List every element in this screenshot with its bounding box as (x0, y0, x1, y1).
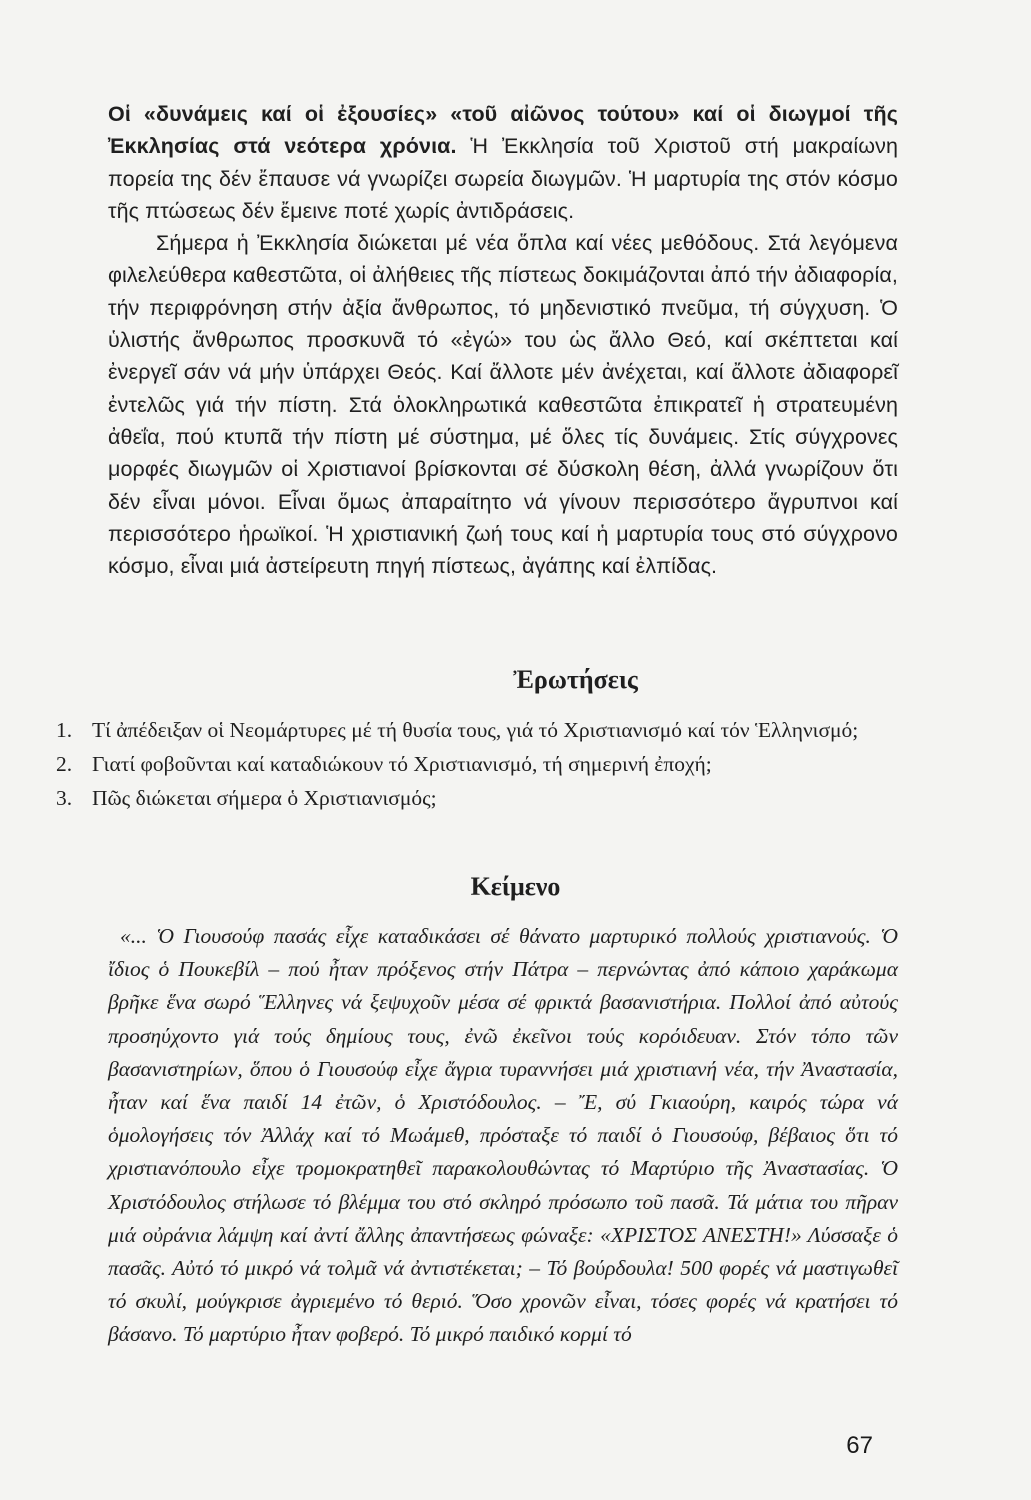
question-number: 3. (56, 786, 73, 810)
text-heading: Κείμενο (470, 872, 561, 901)
section-lead-heading: Οἱ «δυνάμεις καί οἱ ἐξουσίες» «τοῦ αἰῶνος τούτου» καί οἱ διωγμοί τῆς Ἐκκλησίας στά νεότερα χρόνια. (108, 102, 898, 159)
page-number: 67 (846, 1432, 873, 1459)
question-item (56, 781, 906, 815)
question-text: Πῶς διώκεται σήμερα ὁ Χριστιανισμός; (92, 786, 437, 810)
questions-list (56, 713, 906, 815)
intro-section (108, 98, 898, 582)
excerpt-paragraph: «... Ὁ Γιουσούφ πασάς εἶχε καταδικάσει σέ θάνατο μαρτυρικό πολλούς χριστιανούς. Ὁ ἴδιος ὁ Πουκεβίλ – πού ἦταν πρόξενος στήν Πάτρα – περνώντας ἀπό κάποιο χαράκωμα βρῆκε ἕνα σωρό Ἕλληνες νά ξεψυχοῦν μέσα σέ φρικτά βασανιστήρια. Πολλοί ἀπό αὐτούς προσηύχοντο γιά τούς δημίους τους, ἐνῶ ἐκεῖνοι τούς κορόιδευαν. Στόν τόπο τῶν βασανιστηρίων, ὅπου ὁ Γιουσούφ εἶχε ἄγρια τυραννήσει μιά χριστιανή νέα, τήν Ἀναστασία, ἦταν καί ἕνα παιδί 14 ἐτῶν, ὁ Χριστόδουλος. – Ἔ, σύ Γκιαούρη, καιρός τώρα νά ὁμολογήσεις τόν Ἀλλάχ καί τό Μωάμεθ, πρόσταξε τό παιδί ὁ Γιουσούφ, βέβαιος ὅτι τό χριστιανόπουλο εἶχε τρομοκρατηθεῖ παρακολουθώντας τό Μαρτύριο τῆς Ἀναστασίας. Ὁ Χριστόδουλος στήλωσε τό βλέμμα του στό σκληρό πρόσωπο τοῦ πασᾶ. Τά μάτια του πῆραν μιά οὐράνια λάμψη καί ἀντί ἄλλης ἀπαντήσεως φώναξε: «ΧΡΙΣΤΟΣ ΑΝΕΣΤΗ!» Λύσσαξε ὁ πασᾶς. Αὐτό τό μικρό νά τολμᾶ νά ἀντιστέκεται; – Τό βούρδουλα! 500 φορές νά μαστιγωθεῖ τό σκυλί, μούγκρισε ἀγριεμένο τό θεριό. Ὅσο χρονῶν εἶναι, τόσες φορές νά κρατήσει τό βάσανο. Τό μαρτύριο ἦταν φοβερό. Τό μικρό παιδικό κορμί τό (108, 924, 898, 1347)
question-number: 1. (56, 718, 73, 742)
intro-paragraph-text: Ἡ Ἐκκλησία τοῦ Χριστοῦ στή μακραίωνη πορεία της δέν ἔπαυσε νά γνωρίζει σωρεία διωγμῶν. Ἡ μαρτυρία της στόν κόσμο τῆς πτώσεως δέν ἔμεινε ποτέ χωρίς ἀντιδράσεις. (108, 134, 898, 223)
questions-heading: Ἐρωτήσεις (513, 665, 638, 694)
question-text: Γιατί φοβοῦνται καί καταδιώκουν τό Χριστιανισμό, τή σημερινή ἐποχή; (92, 752, 712, 776)
question-item (56, 747, 906, 781)
question-item (56, 713, 906, 747)
question-text: Τί ἀπέδειξαν οἱ Νεομάρτυρες μέ τή θυσία τους, γιά τό Χριστιανισμό καί τόν Ἑλληνισμό; (92, 718, 859, 742)
body-paragraph: Σήμερα ἡ Ἐκκλησία διώκεται μέ νέα ὅπλα καί νέες μεθόδους. Στά λεγόμενα φιλελεύθερα καθεστῶτα, οἱ ἀλήθειες τῆς πίστεως δοκιμάζονται ἀπό τήν ἀδιαφορία, τήν περιφρόνηση στήν ἀξία ἄνθρωπος, τό μηδενιστικό πνεῦμα, τή σύγχυση. Ὁ ὑλιστής ἄνθρωπος προσκυνᾶ τό «ἐγώ» του ὡς ἄλλο Θεό, καί σκέπτεται καί ἐνεργεῖ σάν νά μήν ὑπάρχει Θεός. Καί ἄλλοτε μέν ἀνέχεται, καί ἄλλοτε ἀδιαφορεῖ ἐντελῶς γιά τήν πίστη. Στά ὁλοκληρωτικά καθεστῶτα ἐπικρατεῖ ἡ στρατευμένη ἀθεΐα, πού κτυπᾶ τήν πίστη μέ σύστημα, μέ ὅλες τίς δυνάμεις. Στίς σύγχρονες μορφές διωγμῶν οἱ Χριστιανοί βρίσκονται σέ δύσκολη θέση, ἀλλά γνωρίζουν ὅτι δέν εἶναι μόνοι. Εἶναι ὅμως ἀπαραίτητο νά γίνουν περισσότερο ἄγρυπνοι καί περισσότερο ἡρωϊκοί. Ἡ χριστιανική ζωή τους καί ἡ μαρτυρία τους στό σύγχρονο κόσμο, εἶναι μιά ἀστείρευτη πηγή πίστεως, ἀγάπης καί ἐλπίδας. (108, 231, 898, 579)
question-number: 2. (56, 752, 73, 776)
intro-paragraph (108, 98, 898, 227)
